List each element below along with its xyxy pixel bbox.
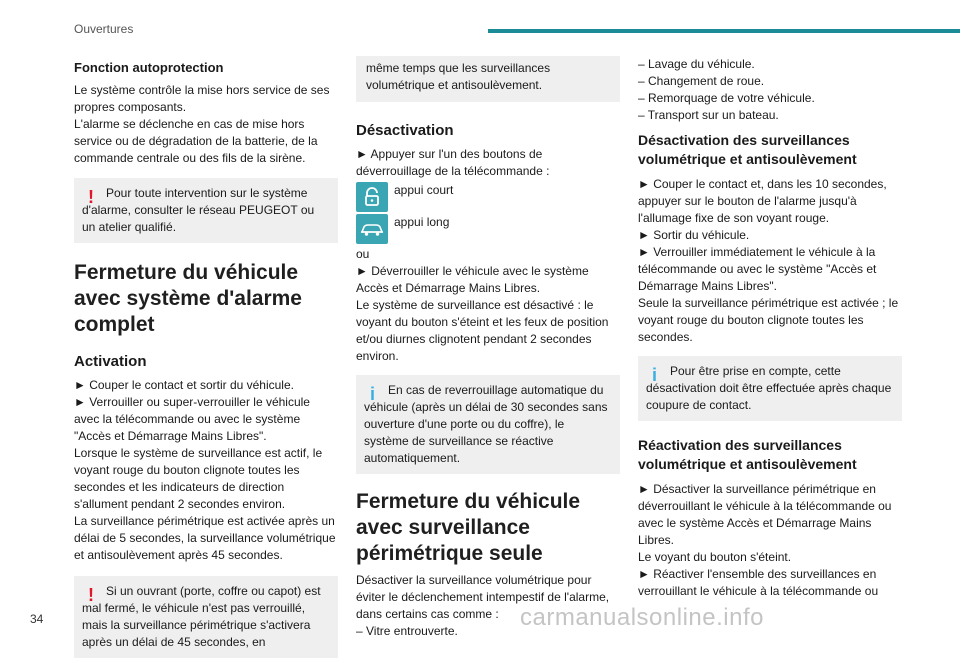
warning-icon: ! [88, 585, 94, 605]
bullet-step: ► Verrouiller ou super-verrouiller le véhicule avec la télécommande ou avec le système "Accès et Démarrage Mains Libres". [74, 395, 310, 443]
bullet-step: ► Déverrouiller le véhicule avec le système Accès et Démarrage Mains Libres. [356, 264, 589, 295]
page-number: 34 [30, 612, 44, 626]
icon-row-short-press [356, 182, 620, 214]
warning-box [74, 178, 338, 243]
paragraph: Désactiver la surveillance volumétrique pour éviter le déclenchement intempestif de l'alarme, dans certains cas comme : [356, 573, 610, 621]
dash-item: – Vitre entrouverte. [356, 624, 458, 638]
header-accent-bar [488, 29, 960, 33]
info-icon: i [370, 384, 376, 404]
running-header: Ouvertures [74, 22, 134, 36]
warning-text: même temps que les surveillances volumétrique et antisoulèvement. [366, 61, 551, 92]
paragraph: L'alarme se déclenche en cas de mise hors service ou de dégradation de la batterie, de la commande centrale ou des fils de la sirène. [74, 117, 318, 165]
bullet-step: ► Sortir du véhicule. [638, 228, 750, 242]
heading-desactivation: Désactivation [356, 122, 454, 139]
icon-label: appui long [394, 215, 450, 229]
bullet-step: ► Réactiver l'ensemble des surveillances en verrouillant le véhicule à la télécommande ou [638, 567, 879, 598]
info-text: En cas de reverrouillage automatique du véhicule (après un délai de 30 secondes sans ouverture d'une porte ou du coffre), le système de surveillance se réactive automatiquement. [364, 383, 608, 465]
unlock-padlock-icon [356, 182, 388, 212]
dash-item: – Lavage du véhicule. [638, 57, 755, 71]
section-heading: Fermeture du véhicule avec surveillance périmétrique seule [356, 490, 581, 565]
heading-activation: Activation [74, 353, 147, 370]
paragraph: Le voyant du bouton s'éteint. [638, 550, 792, 564]
column-1 [74, 56, 338, 658]
paragraph: Le système contrôle la mise hors service de ses propres composants. [74, 83, 330, 114]
watermark: carmanualsonline.info [520, 604, 764, 631]
info-box [356, 375, 620, 474]
icon-row-long-press [356, 214, 620, 246]
dash-item: – Remorquage de votre véhicule. [638, 91, 815, 105]
bullet-step: ► Couper le contact et sortir du véhicule. [74, 378, 294, 392]
warning-box [74, 576, 338, 658]
bullet-step: ► Verrouiller immédiatement le véhicule à la télécommande ou avec le système "Accès et Démarrage Mains Libres". [638, 245, 877, 293]
column-2 [356, 56, 620, 640]
info-box [638, 356, 902, 421]
info-text: Pour être prise en compte, cette désactivation doit être effectuée après chaque coupure de contact. [646, 364, 892, 412]
section-heading: Fermeture du véhicule avec système d'alarme complet [74, 261, 302, 336]
warning-box-continued [356, 56, 620, 102]
dash-item: – Changement de roue. [638, 74, 765, 88]
column-3 [638, 56, 902, 600]
heading-reactivation-surveillances: Réactivation des surveillances volumétrique et antisoulèvement [638, 437, 857, 472]
car-unlock-icon [356, 214, 388, 244]
warning-icon: ! [88, 187, 94, 207]
paragraph: Le système de surveillance est désactivé : le voyant du bouton s'éteint et les feux de position et/ou diurnes clignotent pendant 2 secondes environ. [356, 298, 609, 363]
heading-autoprotection: Fonction autoprotection [74, 60, 224, 75]
warning-text: Si un ouvrant (porte, coffre ou capot) est mal fermé, le véhicule n'est pas verrouillé, mais la surveillance périmétrique s'activera après un délai de 45 secondes, en [82, 584, 321, 649]
bullet-step: ► Désactiver la surveillance périmétrique en déverrouillant le véhicule à la télécommande ou avec le système Accès et Démarrage Mains Libres. [638, 482, 892, 547]
dash-item: – Transport sur un bateau. [638, 108, 779, 122]
icon-label: appui court [394, 183, 454, 197]
paragraph: Seule la surveillance périmétrique est activée ; le voyant rouge du bouton clignote toutes les secondes. [638, 296, 899, 344]
info-icon: i [652, 365, 658, 385]
bullet-step: ► Couper le contact et, dans les 10 secondes, appuyer sur le bouton de l'alarme jusqu'à l'allumage fixe de son voyant rouge. [638, 177, 887, 225]
paragraph: ou [356, 247, 370, 261]
paragraph: Lorsque le système de surveillance est actif, le voyant rouge du bouton clignote toutes les secondes et les indicateurs de direction s'allument pendant 2 secondes environ. [74, 446, 323, 511]
warning-text: Pour toute intervention sur le système d'alarme, consulter le réseau PEUGEOT ou un atelier qualifié. [82, 186, 315, 234]
bullet-step: ► Appuyer sur l'un des boutons de déverrouillage de la télécommande : [356, 147, 550, 178]
heading-desactivation-surveillances: Désactivation des surveillances volumétrique et antisoulèvement [638, 132, 857, 167]
paragraph: La surveillance périmétrique est activée après un délai de 5 secondes, la surveillance volumétrique et antisoulèvement après 45 secondes. [74, 514, 336, 562]
